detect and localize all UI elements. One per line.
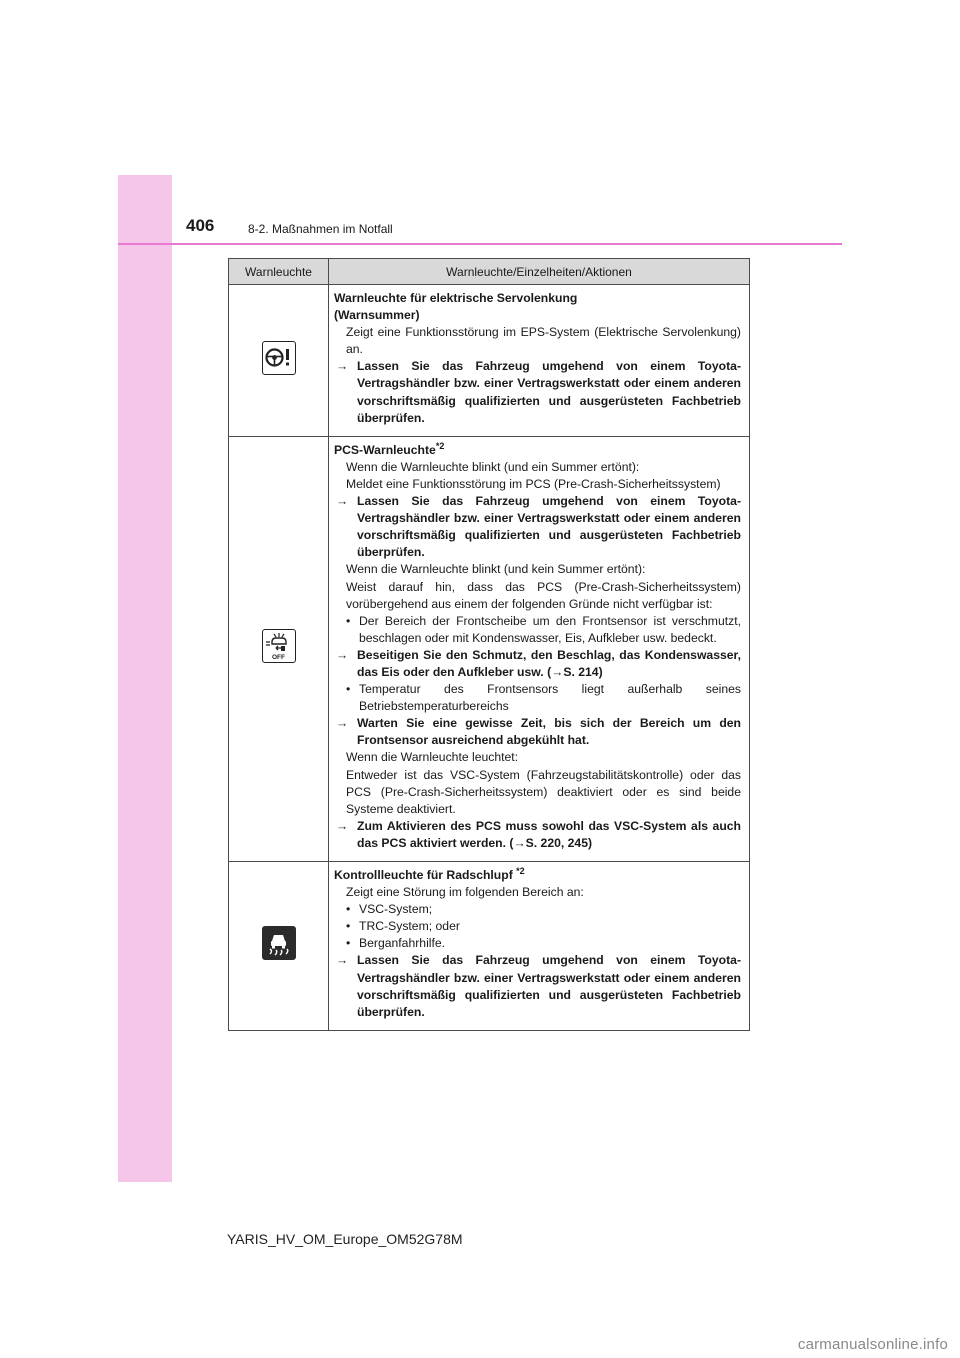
bullet-item xyxy=(334,935,741,952)
condition-text: Wenn die Warnleuchte leuchtet: xyxy=(346,750,519,765)
page-number: 406 xyxy=(186,216,215,235)
bullet-item xyxy=(334,918,741,935)
bullet-dot: • xyxy=(346,613,351,628)
row-title-text: PCS-Warnleuchte xyxy=(334,442,436,457)
footnote-marker: *2 xyxy=(435,440,445,451)
row-text: Weist darauf hin, dass das PCS (Pre-Crash-Sicherheitssystem) vorübergehend aus einem der folgenden Gründe nicht verfügbar ist: xyxy=(346,579,741,611)
arrow-icon: → xyxy=(336,953,349,968)
table-row xyxy=(229,436,750,861)
bullet-item xyxy=(334,901,741,918)
arrow-icon: → xyxy=(336,716,349,731)
action-text: Lassen Sie das Fahrzeug umgehend von einem Toyota-Vertragshändler bzw. einer Vertragswerkstatt oder einem anderen vorschriftsmäßig qualifizierten und ausgerüsteten Fachbetrieb überprüfen. xyxy=(357,953,741,1019)
table-row xyxy=(229,862,750,1031)
icon-cell xyxy=(229,285,329,437)
bullet-text: Der Bereich der Frontscheibe um den Frontsensor ist verschmutzt, beschlagen oder mit Kondenswasser, Eis, Aufkleber usw. bedeckt. xyxy=(359,613,741,645)
warning-table xyxy=(228,258,750,1031)
bullet-text: Berganfahrhilfe. xyxy=(359,936,446,951)
icon-cell xyxy=(229,436,329,861)
row-text: Zeigt eine Störung im folgenden Bereich an: xyxy=(346,885,584,900)
row-title-text: Kontrollleuchte für Radschlupf xyxy=(334,868,517,882)
header-rule xyxy=(118,243,842,245)
action-line xyxy=(334,358,741,426)
bullet-text: TRC-System; oder xyxy=(359,919,460,934)
action-text: Lassen Sie das Fahrzeug umgehend von einem Toyota-Vertragshändler bzw. einer Vertragswerkstatt oder einem anderen vorschriftsmäßig qualifizierten und ausgerüsteten Fachbetrieb überprüfen. xyxy=(357,359,741,425)
action-line xyxy=(334,818,741,852)
row-text: Zeigt eine Funktionsstörung im EPS-System (Elektrische Servolenkung) an. xyxy=(346,325,741,357)
action-text: Zum Aktivieren des PCS muss sowohl das VSC-System als auch das PCS aktiviert werden. (→S. 220, 245) xyxy=(357,818,741,850)
condition-text: Wenn die Warnleuchte blinkt (und kein Summer ertönt): xyxy=(346,562,646,577)
details-cell xyxy=(329,285,750,437)
icon-cell xyxy=(229,862,329,1031)
action-line xyxy=(334,647,741,681)
svg-text:OFF: OFF xyxy=(271,654,285,662)
bullet-dot: • xyxy=(346,682,351,697)
action-text: Lassen Sie das Fahrzeug umgehend von einem Toyota-Vertragshändler bzw. einer Vertragswerkstatt oder einem anderen vorschriftsmäßig qualifizierten und ausgerüsteten Fachbetrieb überprüfen. xyxy=(357,494,741,560)
bullet-dot: • xyxy=(346,919,351,934)
arrow-icon: → xyxy=(336,647,349,662)
row-subtitle: (Warnsummer) xyxy=(334,308,420,323)
row-text: Entweder ist das VSC-System (Fahrzeugstabilitätskontrolle) oder das PCS (Pre-Crash-Sicherheitssystem) deaktiviert oder es sind beide Systeme deaktiviert. xyxy=(346,767,741,816)
bullet-dot: • xyxy=(346,902,351,917)
arrow-icon: → xyxy=(336,359,349,374)
footnote-marker: *2 xyxy=(516,865,525,876)
bullet-dot: • xyxy=(346,936,351,951)
power-steering-warning-icon xyxy=(262,341,296,375)
side-band xyxy=(118,175,172,1182)
table-row xyxy=(229,285,750,437)
pcs-warning-icon xyxy=(262,629,296,663)
details-cell xyxy=(329,862,750,1031)
row-text: Meldet eine Funktionsstörung im PCS (Pre-Crash-Sicherheitssystem) xyxy=(346,476,721,491)
details-cell xyxy=(329,436,750,861)
column-header-details: Warnleuchte/Einzelheiten/Aktionen xyxy=(329,259,750,285)
action-line xyxy=(334,952,741,1020)
row-title xyxy=(334,442,741,459)
action-line xyxy=(334,715,741,749)
condition-text: Wenn die Warnleuchte blinkt (und ein Summer ertönt): xyxy=(346,459,640,474)
row-title: Warnleuchte für elektrische Servolenkung xyxy=(334,291,578,305)
action-text: Beseitigen Sie den Schmutz, den Beschlag, das Kondenswasser, das Eis oder den Aufkleber usw. (→S. 214) xyxy=(357,647,741,679)
bullet-text: VSC-System; xyxy=(359,902,433,917)
watermark: carmanualsonline.info xyxy=(797,1336,948,1353)
footer-document-id: YARIS_HV_OM_Europe_OM52G78M xyxy=(227,1231,463,1247)
bullet-item xyxy=(334,681,741,715)
section-title: 8-2. Maßnahmen im Notfall xyxy=(248,222,393,236)
slip-indicator-icon xyxy=(262,926,296,960)
bullet-item xyxy=(334,613,741,647)
bullet-text: Temperatur des Frontsensors liegt außerhalb seines Betriebstemperaturbereichs xyxy=(359,682,741,714)
column-header-icon: Warnleuchte xyxy=(229,259,329,285)
arrow-icon: → xyxy=(336,818,349,833)
action-line xyxy=(334,493,741,561)
table-header-row xyxy=(229,259,750,285)
action-text: Warten Sie eine gewisse Zeit, bis sich der Bereich um den Frontsensor ausreichend abgekühlt hat. xyxy=(357,716,741,748)
arrow-icon: → xyxy=(336,494,349,509)
row-title xyxy=(334,867,741,884)
